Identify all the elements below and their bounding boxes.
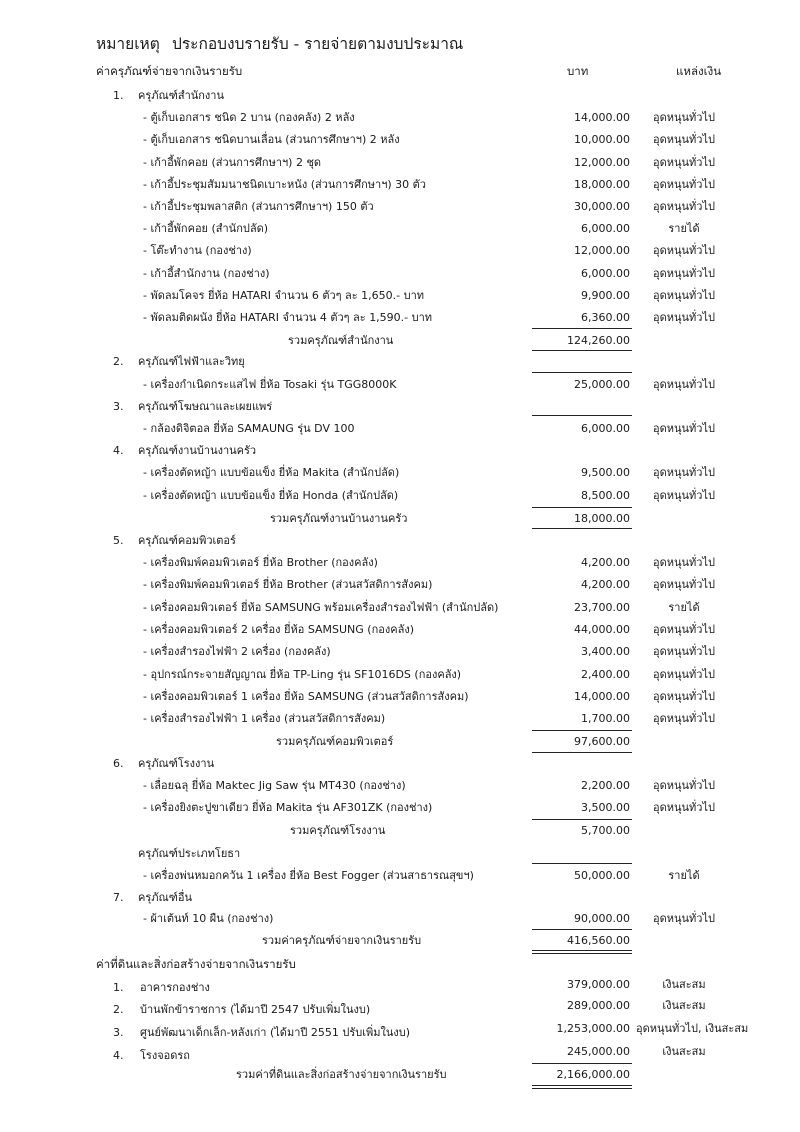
item-number: 1. <box>113 981 124 994</box>
subtotal-label: รวมครุภัณฑ์สำนักงาน <box>288 334 394 347</box>
item-amount: 6,360.00 <box>581 311 630 324</box>
group-title-advertising: ครุภัณฑ์โฆษณาและเผยแพร่ <box>138 400 273 413</box>
group-number: 5. <box>113 534 124 547</box>
item-text: - เครื่องสำรองไฟฟ้า 2 เครื่อง (กองคลัง) <box>143 645 331 658</box>
item-text: บ้านพักข้าราชการ (ได้มาปี 2547 ปรับเพิ่มในงบ) <box>140 1003 371 1016</box>
item-text: - เก้าอี้พักคอย (ส่วนการศึกษาฯ) 2 ชุด <box>143 156 322 169</box>
group-number: 1. <box>113 89 124 102</box>
item-source: อุดหนุนทั่วไป <box>653 244 715 257</box>
item-text: - เครื่องตัดหญ้า แบบข้อแข็ง ยี่ห้อ Makita (สำนักปลัด) <box>143 466 400 479</box>
item-source: อุดหนุนทั่วไป <box>653 712 715 725</box>
section-land-title: ค่าที่ดินและสิ่งก่อสร้างจ่ายจากเงินรายรับ <box>96 957 296 971</box>
subtotal-label: รวมครุภัณฑ์งานบ้านงานครัว <box>270 512 408 525</box>
item-text: - เครื่องคอมพิวเตอร์ ยี่ห้อ SAMSUNG พร้อมเครื่องสำรองไฟฟ้า (สำนักปลัด) <box>143 601 499 614</box>
subtotal-amount: 97,600.00 <box>574 735 630 748</box>
subtotal-rule <box>532 528 632 529</box>
item-source: อุดหนุนทั่วไป <box>653 779 715 792</box>
item-source: อุดหนุนทั่วไป <box>653 200 715 213</box>
item-text: - พัดลมโคจร ยี่ห้อ HATARI จำนวน 6 ตัวๆ ละ 1,650.- บาท <box>143 289 425 302</box>
item-text: - โต๊ะทำงาน (กองช่าง) <box>143 244 252 257</box>
item-amount: 6,000.00 <box>581 222 630 235</box>
item-source: เงินสะสม <box>662 978 706 991</box>
item-amount: 23,700.00 <box>574 601 630 614</box>
item-source: อุดหนุนทั่วไป <box>653 489 715 502</box>
subtotal-amount: 5,700.00 <box>581 824 630 837</box>
subtotal-rule <box>532 819 632 820</box>
section-equipment-title: ค่าครุภัณฑ์จ่ายจากเงินรายรับ <box>96 64 243 78</box>
item-text: ศูนย์พัฒนาเด็กเล็ก-หลังเก่า (ได้มาปี 2551 ปรับเพิ่มในงบ) <box>140 1026 411 1039</box>
double-rule <box>532 1088 632 1089</box>
item-amount: 4,200.00 <box>581 556 630 569</box>
note-label: หมายเหตุ <box>96 35 160 53</box>
item-amount: 2,400.00 <box>581 668 630 681</box>
item-text: - เลื่อยฉลุ ยี่ห้อ Maktec Jig Saw รุ่น MT430 (กองช่าง) <box>143 779 406 792</box>
grand-total-amount: 416,560.00 <box>567 934 630 947</box>
item-source: รายได้ <box>668 601 700 614</box>
item-source: อุดหนุนทั่วไป <box>653 111 715 124</box>
item-text: - อุปกรณ์กระจายสัญญาณ ยี่ห้อ TP-Ling รุ่น SF1016DS (กองคลัง) <box>143 668 462 681</box>
item-text: โรงจอดรถ <box>140 1049 190 1062</box>
item-amount: 379,000.00 <box>567 978 630 991</box>
item-text: - ผ้าเต้นท์ 10 ผืน (กองช่าง) <box>143 912 274 925</box>
item-amount: 245,000.00 <box>567 1045 630 1058</box>
item-amount: 50,000.00 <box>574 869 630 882</box>
item-text: - ตู้เก็บเอกสาร ชนิด 2 บาน (กองคลัง) 2 หลัง <box>143 111 355 124</box>
item-source: อุดหนุนทั่วไป <box>653 578 715 591</box>
item-number: 4. <box>113 1049 124 1062</box>
item-source: รายได้ <box>668 869 700 882</box>
item-source: อุดหนุนทั่วไป <box>653 289 715 302</box>
item-amount: 8,500.00 <box>581 489 630 502</box>
item-amount: 14,000.00 <box>574 111 630 124</box>
double-rule <box>532 1085 632 1086</box>
item-amount: 25,000.00 <box>574 378 630 391</box>
item-text: - เก้าอี้พักคอย (สำนักปลัด) <box>143 222 269 235</box>
subtotal-amount: 124,260.00 <box>567 334 630 347</box>
section-land-total-amount: 2,166,000.00 <box>556 1068 630 1081</box>
item-text: - เก้าอี้ประชุมสัมมนาชนิดเบาะหนัง (ส่วนการศึกษาฯ) 30 ตัว <box>143 178 426 191</box>
item-source: เงินสะสม <box>662 1045 706 1058</box>
item-text: - เครื่องสำรองไฟฟ้า 1 เครื่อง (ส่วนสวัสดิการสังคม) <box>143 712 386 725</box>
item-source: อุดหนุนทั่วไป <box>653 267 715 280</box>
item-text: อาคารกองช่าง <box>140 981 210 994</box>
item-text: - เครื่องพิมพ์คอมพิวเตอร์ ยี่ห้อ Brother (ส่วนสวัสดิการสังคม) <box>143 578 433 591</box>
item-amount: 14,000.00 <box>574 690 630 703</box>
item-text: - เครื่องพิมพ์คอมพิวเตอร์ ยี่ห้อ Brother (กองคลัง) <box>143 556 378 569</box>
subtotal-rule <box>532 752 632 753</box>
page-title: ประกอบงบรายรับ - รายจ่ายตามงบประมาณ <box>172 35 464 53</box>
item-source: เงินสะสม <box>662 999 706 1012</box>
item-text: - เครื่องคอมพิวเตอร์ 2 เครื่อง ยี่ห้อ SAMSUNG (กองคลัง) <box>143 623 414 636</box>
subtotal-rule <box>532 863 632 864</box>
item-number: 3. <box>113 1026 124 1039</box>
item-source: อุดหนุนทั่วไป <box>653 133 715 146</box>
subtotal-rule <box>532 372 632 373</box>
subtotal-rule <box>532 730 632 731</box>
item-amount: 3,500.00 <box>581 801 630 814</box>
group-number: 6. <box>113 757 124 770</box>
group-number: 3. <box>113 400 124 413</box>
item-amount: 3,400.00 <box>581 645 630 658</box>
group-title-household: ครุภัณฑ์งานบ้านงานครัว <box>138 444 257 457</box>
grand-total-label: รวมค่าครุภัณฑ์จ่ายจากเงินรายรับ <box>262 934 422 947</box>
item-amount: 10,000.00 <box>574 133 630 146</box>
subtotal-rule <box>532 328 632 329</box>
group-title-computer: ครุภัณฑ์คอมพิวเตอร์ <box>138 534 236 547</box>
group-number: 2. <box>113 355 124 368</box>
item-amount: 6,000.00 <box>581 267 630 280</box>
subtotal-rule <box>532 929 632 930</box>
item-text: - กล้องดิจิตอล ยี่ห้อ SAMAUNG รุ่น DV 100 <box>143 422 355 435</box>
item-source: อุดหนุนทั่วไป <box>653 645 715 658</box>
subtotal-rule <box>532 1063 632 1064</box>
item-amount: 1,253,000.00 <box>556 1022 630 1035</box>
item-source: อุดหนุนทั่วไป, เงินสะสม <box>636 1022 749 1035</box>
subtotal-rule <box>532 350 632 351</box>
item-amount: 44,000.00 <box>574 623 630 636</box>
item-source: อุดหนุนทั่วไป <box>653 912 715 925</box>
item-text: - พัดลมติดผนัง ยี่ห้อ HATARI จำนวน 4 ตัวๆ ละ 1,590.- บาท <box>143 311 433 324</box>
group-title-workshop: ครุภัณฑ์โรงงาน <box>138 757 215 770</box>
item-source: อุดหนุนทั่วไป <box>653 466 715 479</box>
item-text: - เครื่องพ่นหมอกควัน 1 เครื่อง ยี่ห้อ Best Fogger (ส่วนสาธารณสุขฯ) <box>143 869 474 882</box>
item-amount: 9,500.00 <box>581 466 630 479</box>
group-title-office: ครุภัณฑ์สำนักงาน <box>138 89 224 102</box>
item-text: - เครื่องคอมพิวเตอร์ 1 เครื่อง ยี่ห้อ SAMSUNG (ส่วนสวัสดิการสังคม) <box>143 690 469 703</box>
item-amount: 12,000.00 <box>574 156 630 169</box>
item-source: อุดหนุนทั่วไป <box>653 801 715 814</box>
item-text: - เครื่องยิงตะปูขาเดียว ยี่ห้อ Makita รุ่น AF301ZK (กองช่าง) <box>143 801 433 814</box>
item-amount: 6,000.00 <box>581 422 630 435</box>
group-number: 7. <box>113 891 124 904</box>
item-source: อุดหนุนทั่วไป <box>653 378 715 391</box>
item-source: อุดหนุนทั่วไป <box>653 156 715 169</box>
double-rule <box>532 950 632 951</box>
group-title-civil: ครุภัณฑ์ประเภทโยธา <box>138 847 241 860</box>
section-land-total-label: รวมค่าที่ดินและสิ่งก่อสร้างจ่ายจากเงินรายรับ <box>236 1068 447 1081</box>
column-header-amount: บาท <box>567 64 589 78</box>
subtotal-rule <box>532 415 632 416</box>
subtotal-label: รวมครุภัณฑ์โรงงาน <box>290 824 386 837</box>
item-amount: 2,200.00 <box>581 779 630 792</box>
item-text: - เครื่องตัดหญ้า แบบข้อแข็ง ยี่ห้อ Honda (สำนักปลัด) <box>143 489 399 502</box>
group-title-other: ครุภัณฑ์อื่น <box>138 891 192 904</box>
item-amount: 12,000.00 <box>574 244 630 257</box>
item-number: 2. <box>113 1003 124 1016</box>
item-source: อุดหนุนทั่วไป <box>653 668 715 681</box>
item-text: - เก้าอี้สำนักงาน (กองช่าง) <box>143 267 270 280</box>
item-source: อุดหนุนทั่วไป <box>653 178 715 191</box>
item-text: - เครื่องกำเนิดกระแสไฟ ยี่ห้อ Tosaki รุ่น TGG8000K <box>143 378 397 391</box>
group-title-electrical: ครุภัณฑ์ไฟฟ้าและวิทยุ <box>138 355 245 368</box>
subtotal-rule <box>532 507 632 508</box>
item-amount: 1,700.00 <box>581 712 630 725</box>
item-source: อุดหนุนทั่วไป <box>653 311 715 324</box>
item-source: รายได้ <box>668 222 700 235</box>
item-amount: 18,000.00 <box>574 178 630 191</box>
item-source: อุดหนุนทั่วไป <box>653 422 715 435</box>
subtotal-label: รวมครุภัณฑ์คอมพิวเตอร์ <box>276 735 394 748</box>
group-number: 4. <box>113 444 124 457</box>
item-text: - ตู้เก็บเอกสาร ชนิดบานเลื่อน (ส่วนการศึกษาฯ) 2 หลัง <box>143 133 400 146</box>
item-source: อุดหนุนทั่วไป <box>653 690 715 703</box>
item-text: - เก้าอี้ประชุมพลาสติก (ส่วนการศึกษาฯ) 150 ตัว <box>143 200 374 213</box>
item-amount: 30,000.00 <box>574 200 630 213</box>
column-header-source: แหล่งเงิน <box>676 64 722 78</box>
double-rule <box>532 953 632 954</box>
item-source: อุดหนุนทั่วไป <box>653 623 715 636</box>
item-amount: 4,200.00 <box>581 578 630 591</box>
item-amount: 289,000.00 <box>567 999 630 1012</box>
subtotal-amount: 18,000.00 <box>574 512 630 525</box>
item-source: อุดหนุนทั่วไป <box>653 556 715 569</box>
item-amount: 90,000.00 <box>574 912 630 925</box>
item-amount: 9,900.00 <box>581 289 630 302</box>
